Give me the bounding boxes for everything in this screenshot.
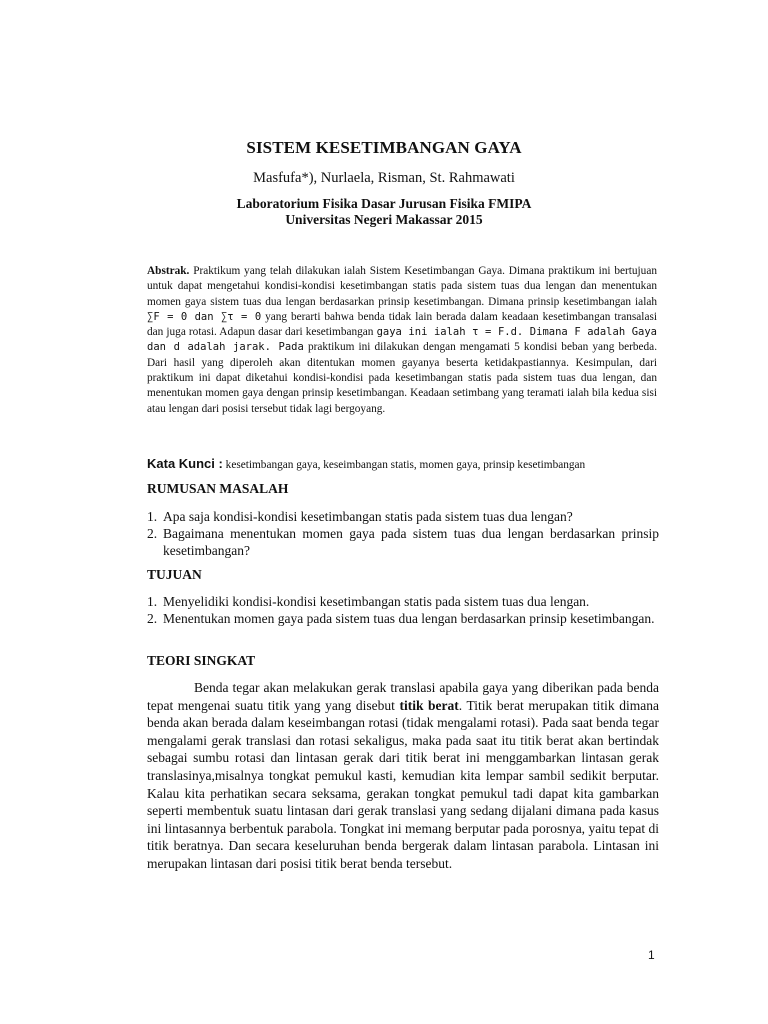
teori-paragraph [147, 679, 659, 873]
teori-text-1: Benda tegar akan melakukan gerak translasi apabila gaya yang diberikan pada benda tepat mengenai suatu titik yang yang disebut [147, 680, 659, 713]
paper-title: SISTEM KESETIMBANGAN GAYA [246, 138, 522, 157]
abstract-label: Abstrak. [147, 265, 190, 277]
list-item [147, 508, 659, 525]
heading-tujuan: TUJUAN [147, 567, 202, 582]
keywords [147, 456, 677, 471]
list-number: 1. [147, 594, 158, 609]
list-number: 2. [147, 611, 158, 626]
affiliation-line-2: Universitas Negeri Makassar 2015 [285, 212, 483, 227]
teori-bold-term: titik berat [399, 697, 459, 713]
list-number: 2. [147, 526, 158, 541]
list-item [147, 593, 659, 610]
list-item [147, 525, 659, 559]
abstract-text-2: yang berarti bahwa benda tidak lain berada dalam keadaan kesetimbangan transalasi dan juga rotasi. Adapun dasar dari kesetimbangan [147, 310, 657, 339]
heading-teori-singkat: TEORI SINGKAT [147, 653, 256, 668]
abstract-formula-equilibrium: ∑F = 0 dan ∑τ = 0 [147, 310, 262, 323]
list-number: 1. [147, 509, 158, 524]
abstract-formula-torque: gaya ini ialah τ = F.d. Dimana F adalah Gaya dan d adalah jarak. Pada [147, 326, 658, 354]
author-list: Masfufa*), Nurlaela, Risman, St. Rahmawati [253, 170, 515, 186]
teori-text-2: . Titik berat merupakan titik dimana benda akan berada dalam keseimbangan rotasi (tidak mengalami rotasi). Pada saat benda tegar mengalami gerak translasi dan rotasi sekaligus, maka pada saat itu titik berat akan bertindak sebagai sumbu rotasi dan lintasan gerak dari titik berat ini menggambarkan lintasan gerak translasinya,misalnya tongkat pemukul kasti, kemudian kita lempar sambil sedikit berputar. Kalau kita perhatikan secara seksama, gerakan tongkat pemukul tadi dapat kita gambarkan seperti membentuk suatu lintasan dari gerak translasi yang sedang dijalani dimana pada kasus ini lintasannya berbentuk parabola. Tongkat ini memang berputar pada porosnya, yaitu tepat di titik beratnya. Dan secara keseluruhan benda bergerak dalam lintasan parabola. Lintasan ini merupakan lintasan dari posisi titik berat benda tersebut. [147, 697, 659, 871]
list-item [147, 610, 659, 627]
list-text: Menyelidiki kondisi-kondisi kesetimbangan statis pada sistem tuas dua lengan. [163, 594, 590, 609]
tujuan-list [147, 593, 659, 627]
heading-rumusan-masalah: RUMUSAN MASALAH [147, 481, 289, 496]
abstract-text-3: praktikum ini dilakukan dengan mengamati 5 kondisi beban yang berbeda. Dari hasil yang diperoleh akan ditentukan momen gayanya beserta ketidakpastiannya. Kesimpulan, dari praktikum ini dapat diketahui kondisi-kondisi pada kesetimbangan statis pada sistem tuas dua lengan, dan menentukan momen gaya dengan prinsip kesetimbangan. Keadaan setimbang yang teramati ialah bila kedua sisi atau lengan dari posisi tersebut tidak lagi bergoyang. [147, 341, 658, 415]
list-text: Apa saja kondisi-kondisi kesetimbangan statis pada sistem tuas dua lengan? [163, 509, 573, 524]
affiliation [0, 196, 768, 228]
rumusan-list [147, 508, 659, 559]
affiliation-line-1: Laboratorium Fisika Dasar Jurusan Fisika FMIPA [236, 196, 532, 211]
abstract [147, 264, 657, 417]
list-text: Bagaimana menentukan momen gaya pada sistem tuas dua lengan berdasarkan prinsip kesetimbangan? [163, 526, 659, 558]
page-number: 1 [648, 948, 655, 962]
list-text: Menentukan momen gaya pada sistem tuas dua lengan berdasarkan prinsip kesetimbangan. [163, 611, 655, 626]
keywords-text: kesetimbangan gaya, keseimbangan statis, momen gaya, prinsip kesetimbangan [225, 459, 586, 471]
keywords-label: Kata Kunci : [147, 456, 223, 471]
abstract-text-1: Praktikum yang telah dilakukan ialah Sistem Kesetimbangan Gaya. Dimana praktikum ini bertujuan untuk dapat mengetahui kondisi-kondisi kesetimbangan statis pada sistem tuas dua lengan dan menentukan momen gaya sistem tuas dua lengan berdasarkan prinsip kesetimbangan. Dimana prinsip kesetimbangan ialah [147, 265, 657, 308]
